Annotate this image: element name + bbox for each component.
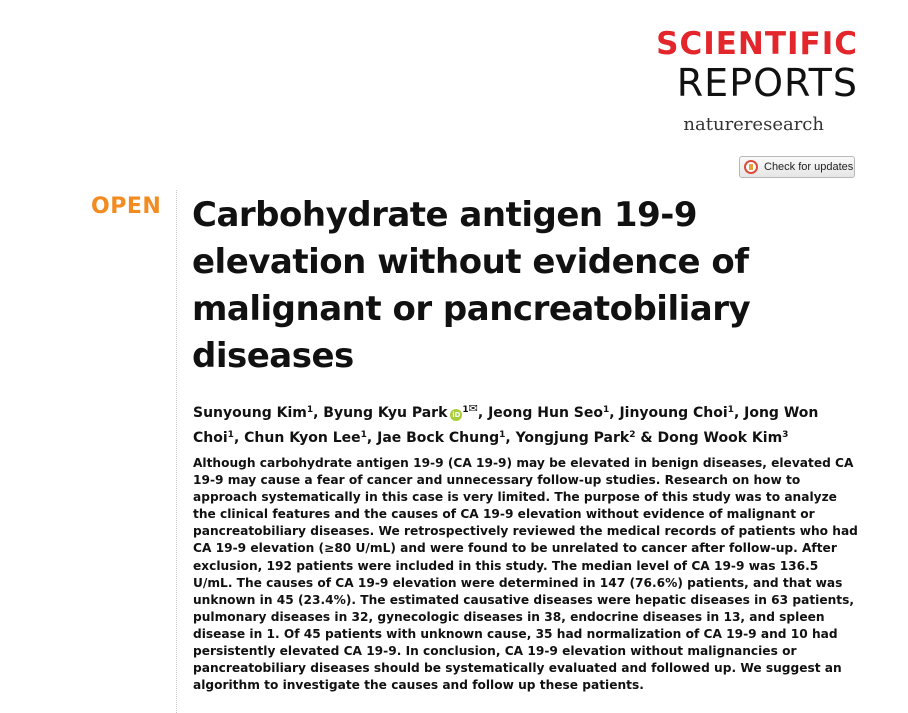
author[interactable] xyxy=(516,430,636,446)
check-for-updates-label: Check for updates xyxy=(764,161,854,173)
author-separator: , xyxy=(609,405,620,421)
author[interactable] xyxy=(619,405,733,421)
affiliation-marker: 2 xyxy=(629,430,636,440)
author-separator: , xyxy=(233,430,245,446)
author-separator: , xyxy=(366,430,378,446)
author[interactable] xyxy=(323,402,478,421)
author-name: Sunyoung Kim xyxy=(193,405,307,421)
affiliation-marker: 1 xyxy=(462,405,469,415)
crossmark-icon xyxy=(744,160,758,174)
author-name: Jinyoung Choi xyxy=(619,405,728,421)
author[interactable] xyxy=(657,430,788,446)
author-name: Chun Kyon Lee xyxy=(244,430,361,446)
affiliation-marker: 3 xyxy=(782,430,789,440)
orcid-icon[interactable]: iD xyxy=(452,411,461,419)
article-title: Carbohydrate antigen 19-9 elevation without evidence of malignant or pancreatobiliary diseases xyxy=(192,195,751,376)
author[interactable] xyxy=(377,430,505,446)
affiliation-marker: 1 xyxy=(727,405,734,415)
author-name: Dong Wook Kim xyxy=(657,430,783,446)
author-separator: , xyxy=(313,405,324,421)
check-for-updates-button[interactable] xyxy=(739,156,855,178)
affiliation-marker: 1 xyxy=(499,430,506,440)
margin-divider xyxy=(176,190,177,713)
envelope-icon[interactable]: ✉ xyxy=(468,402,478,415)
journal-name-line2: REPORTS xyxy=(676,61,858,105)
journal-name-line1: SCIENTIFIC xyxy=(656,26,858,62)
author-name: Byung Kyu Park xyxy=(323,405,448,421)
author-separator: , xyxy=(477,405,489,421)
publisher-name: natureresearch xyxy=(683,114,824,135)
open-access-label: OPEN xyxy=(91,194,162,219)
affiliation-marker: 1 xyxy=(360,430,367,440)
affiliation-marker: 1 xyxy=(227,430,234,440)
abstract: Although carbohydrate antigen 19-9 (CA 19-9) may be elevated in benign diseases, elevated CA 19-9 may cause a fear of cancer and unnecessary follow-up studies. Research on how to approach systematically in this case is very limited. The purpose of this study was to analyze the clinical features and the causes of CA 19-9 elevation without evidence of malignant or pancreatobiliary diseases. We retrospectively reviewed the medical records of patients who had CA 19-9 elevation (≥80 U/mL) and were found to be unrelated to cancer after follow-up. After exclusion, 192 patients were included in this study. The median level of CA 19-9 was 136.5 U/mL. The causes of CA 19-9 elevation were determined in 147 (76.6%) patients, and that was unknown in 45 (23.4%). The estimated causative diseases were hepatic diseases in 63 patients, pulmonary diseases in 32, gynecologic diseases in 38, endocrine diseases in 13, and spleen disease in 1. Of 45 patients with unknown cause, 35 had normalization of CA 19-9 and 10 had persistently elevated CA 19-9. In conclusion, CA 19-9 elevation without malignancies or pancreatobiliary diseases should be systematically evaluated and followed up. We suggest an algorithm to investigate the causes and follow up these patients. xyxy=(193,456,858,693)
author[interactable] xyxy=(193,405,313,421)
author-separator: & xyxy=(635,430,658,446)
affiliation-marker: 1 xyxy=(306,405,314,415)
author-separator: , xyxy=(505,430,516,446)
author[interactable] xyxy=(488,405,609,421)
author-name: Jeong Hun Seo xyxy=(488,405,603,421)
author-separator: , xyxy=(733,405,745,421)
journal-logo[interactable] xyxy=(648,26,858,135)
author-list xyxy=(193,398,853,449)
affiliation-marker: 1 xyxy=(602,405,610,415)
author-name: Yongjung Park xyxy=(515,430,630,446)
author-name: Jong Won Choi xyxy=(193,405,819,446)
author[interactable] xyxy=(244,430,367,446)
author-name: Jae Bock Chung xyxy=(377,430,500,446)
